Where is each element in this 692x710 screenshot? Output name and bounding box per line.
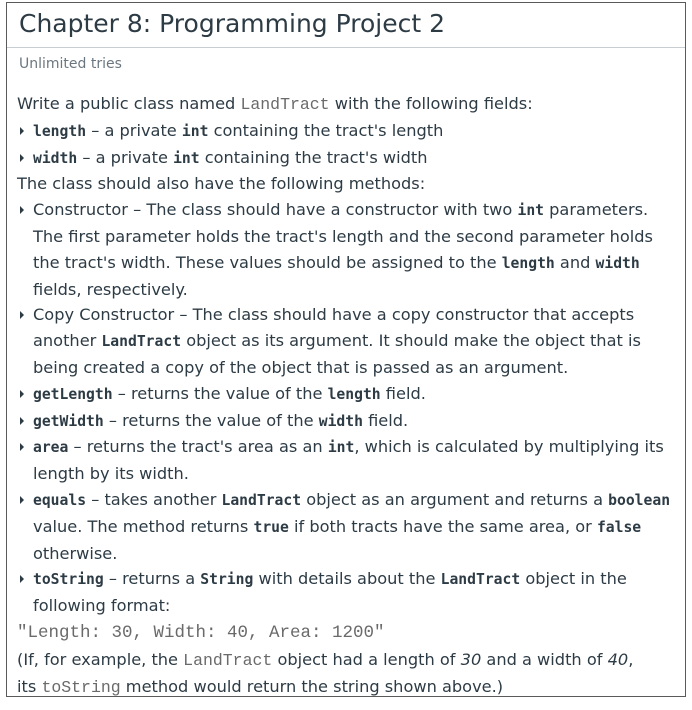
list-item: toString – returns a String with details about the LandTract object in the following format: [17, 566, 679, 619]
page-title: Chapter 8: Programming Project 2 [19, 9, 446, 38]
list-item: getLength – returns the value of the length field. [17, 381, 679, 408]
title-divider [7, 47, 685, 48]
list-item: Constructor – The class should have a constructor with two int parameters. The first parameter holds the tract's length and the second parameter holds the tract's width. These values should be assigned to the length and width fields, respectively. [17, 197, 679, 302]
bullet-icon [20, 390, 24, 398]
list-item: Copy Constructor – The class should have a copy constructor that accepts another LandTract object as its argument. It should make the object that is being created a copy of the object that is passed as an argument. [17, 302, 679, 380]
question-panel [6, 2, 686, 697]
list-item: area – returns the tract's area as an int, which is calculated by multiplying its length by its width. [17, 434, 679, 487]
bullet-icon [20, 206, 24, 214]
list-item: equals – takes another LandTract object as an argument and returns a boolean value. The method returns true if both tracts have the same area, or false otherwise. [17, 487, 679, 566]
class-name-code: LandTract [240, 95, 330, 114]
list-item: getWidth – returns the value of the width field. [17, 408, 679, 435]
bullet-icon [20, 496, 24, 504]
intro-text: Write a public class named LandTract with the following fields: [17, 94, 533, 114]
bullet-icon [20, 154, 24, 162]
methods-list [17, 197, 679, 619]
list-item: length – a private int containing the tract's length [17, 118, 679, 145]
bullet-icon [20, 417, 24, 425]
bullet-icon [20, 127, 24, 135]
bullet-icon [20, 311, 24, 319]
bullet-icon [20, 443, 24, 451]
bullet-icon [20, 575, 24, 583]
note-text: (If, for example, the LandTract object had a length of 30 and a width of 40, its toString method would return the string shown above.) [17, 649, 634, 697]
list-item: width – a private int containing the tract's width [17, 145, 679, 172]
format-example: "Length: 30, Width: 40, Area: 1200" [17, 622, 385, 643]
methods-intro: The class should also have the following methods: [17, 174, 426, 194]
attempts-label: Unlimited tries [19, 56, 122, 72]
fields-list [17, 118, 679, 172]
question-body [17, 91, 679, 700]
